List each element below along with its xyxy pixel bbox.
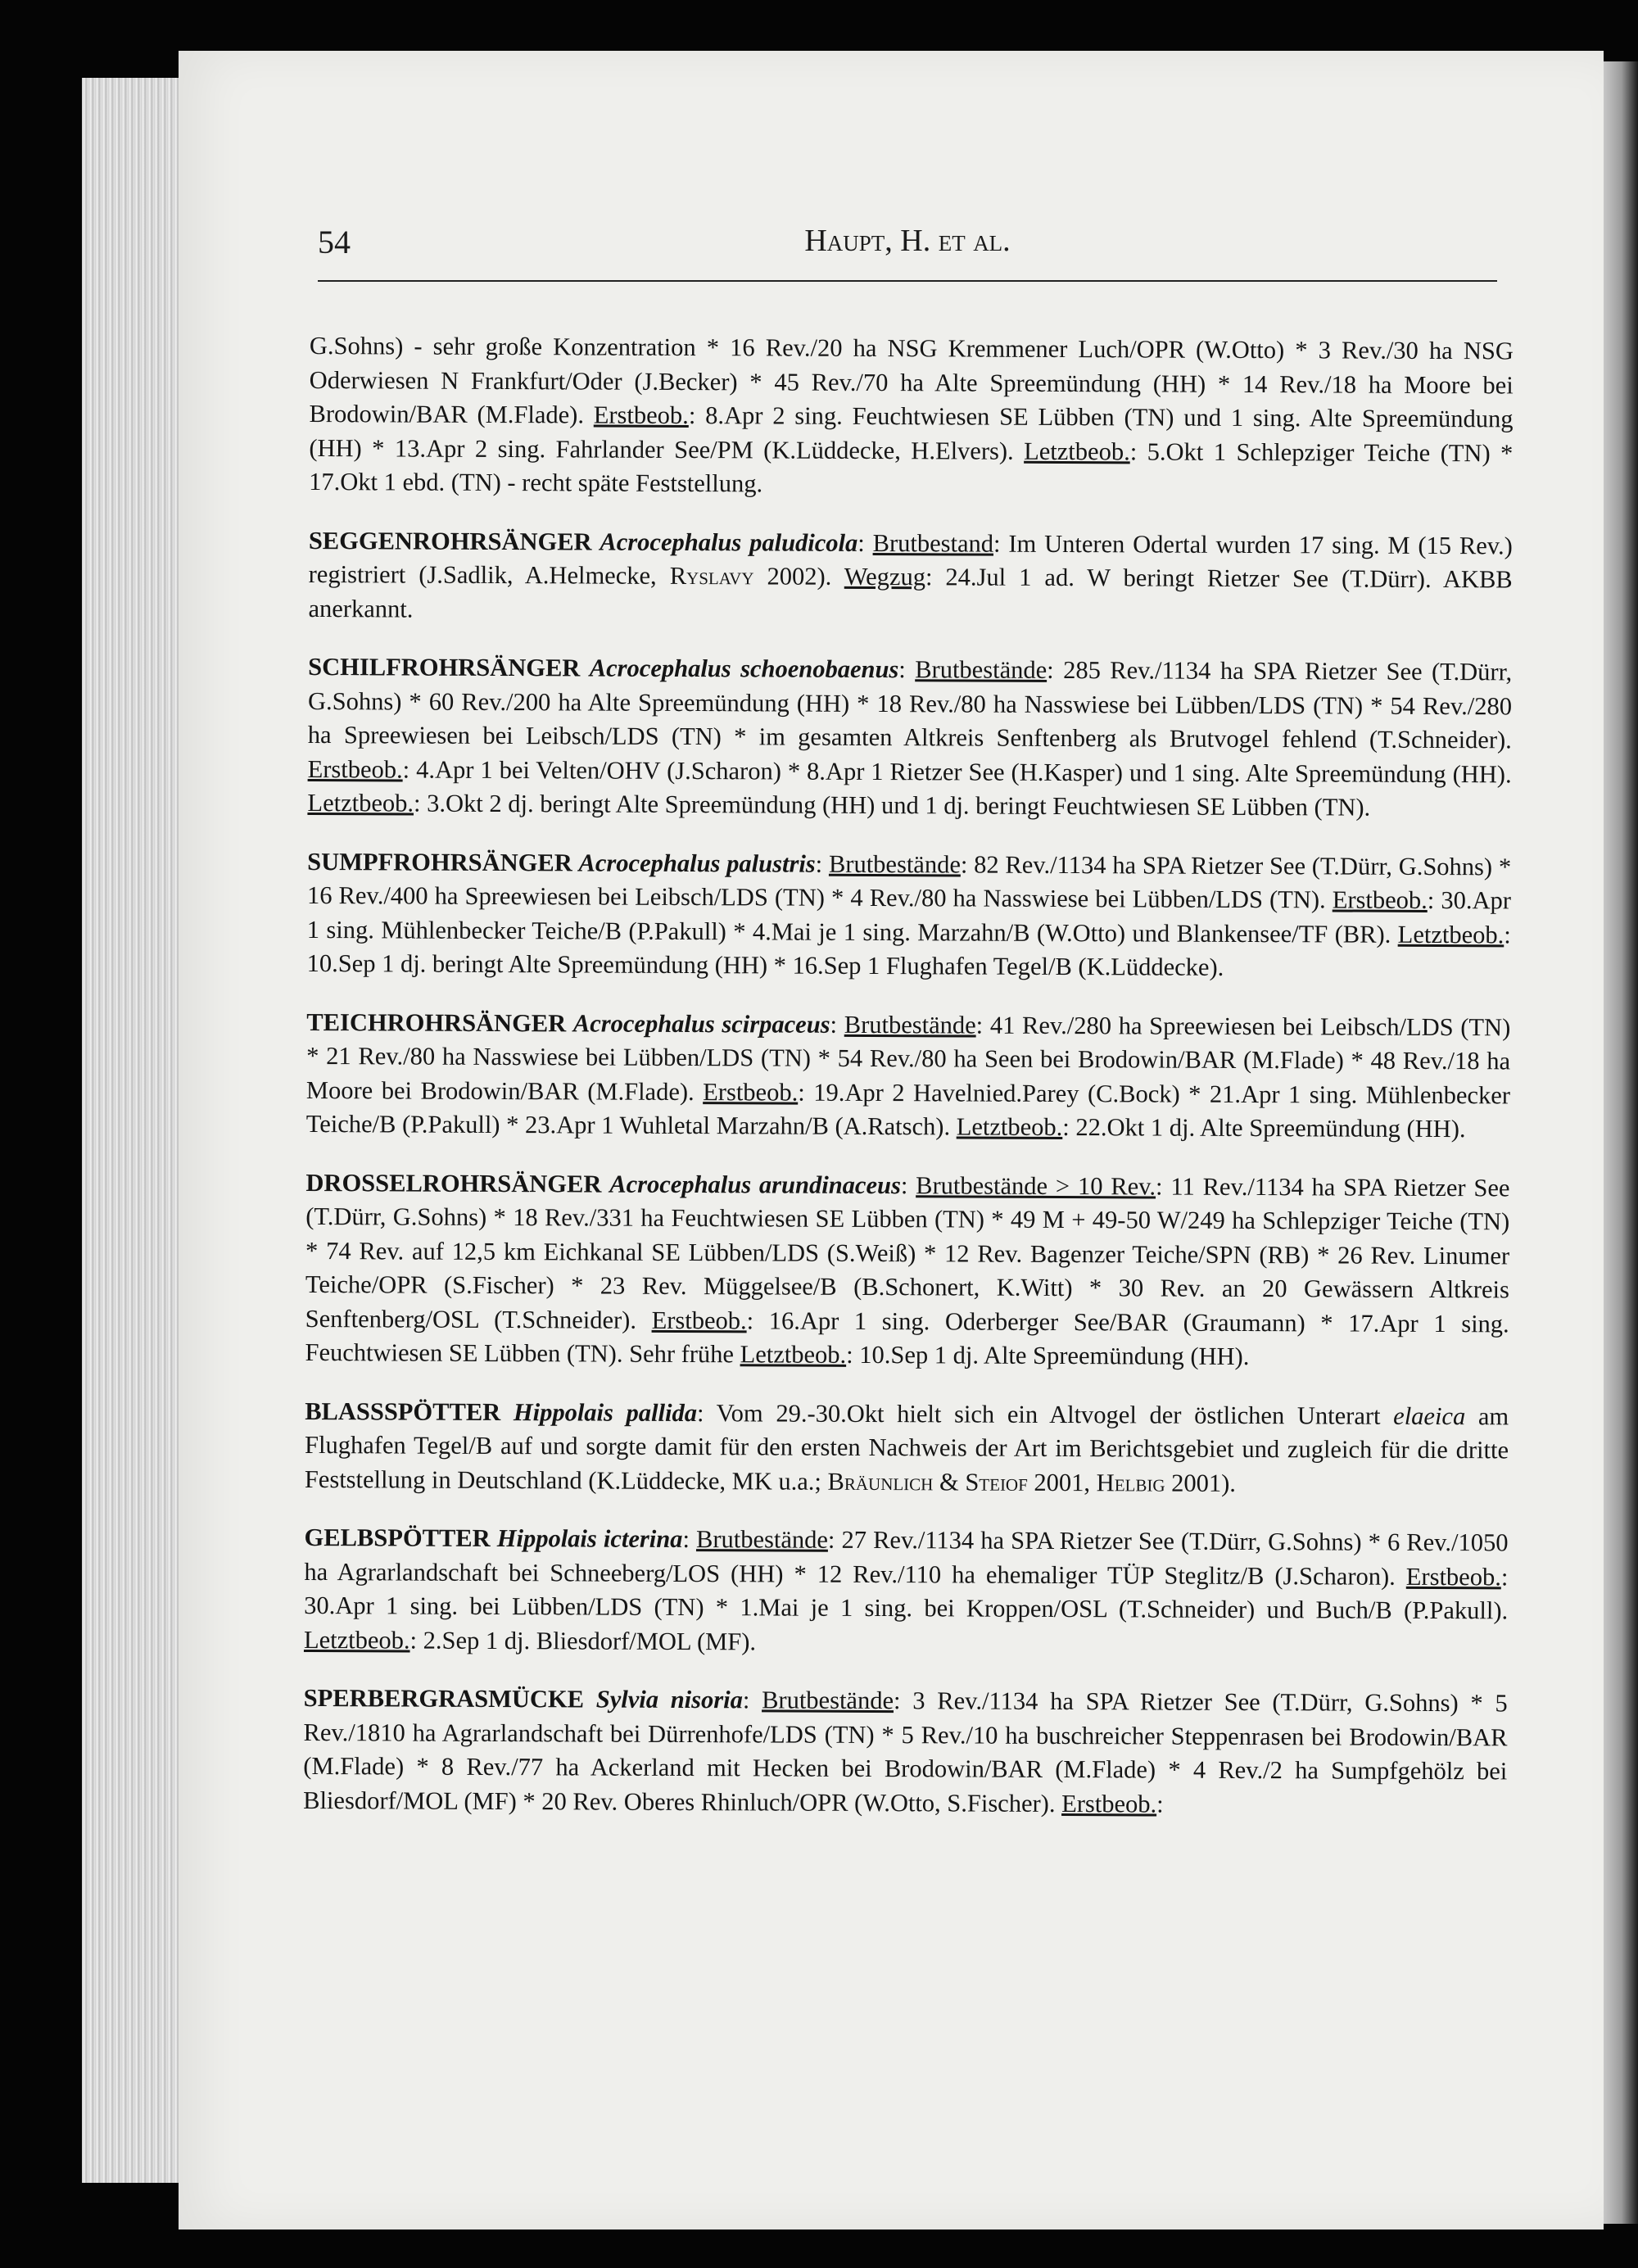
last-observation-label: Letztbeob. — [307, 788, 414, 817]
entry-teichrohrsaenger — [306, 1005, 1511, 1146]
entry-text: : — [815, 849, 830, 878]
species-name: SPERBERGRASMÜCKE — [303, 1683, 585, 1713]
entry-text: : 10.Sep 1 dj. beringt Alte Spreemündung (HH) * 16.Sep 1 Flughafen Tegel/B (K.Lüddecke). — [306, 920, 1511, 981]
entry-blassspoetter — [305, 1394, 1509, 1501]
entry-text: : 27 Rev./1134 ha SPA Rietzer See (T.Dürr, G.Sohns) * 6 Rev./1050 ha Agrarlandschaft bei Schneeberg/LOS (HH) * 12 Rev./110 ha ehemaliger TÜP Steglitz/B (J.Scharon). — [304, 1525, 1509, 1591]
entry-drosselrohrsaenger — [305, 1166, 1509, 1374]
entry-text: : 10.Sep 1 dj. Alte Spreemündung (HH). — [846, 1340, 1250, 1371]
entry-text: : 11 Rev./1134 ha SPA Rietzer See (T.Dürr, G.Sohns) * 18 Rev./331 ha Feuchtwiesen SE Lübben (TN) * 49 M + 49-50 W/249 ha Schlepziger Teiche (TN) * 74 Rev. auf 12,5 km Eichkanal SE Lübben/LDS (S.Weiß) * 12 Rev. Bagenzer Teiche/SPN (RB) * 26 Rev. Linumer Teiche/OPR (S.Fischer) * 23 Rev. Müggelsee/B (B.Schonert, K.Witt) * 30 Rev. an 20 Gewässern Altkreis Senftenberg/OSL (T.Schneider). — [305, 1172, 1510, 1334]
citation-author: Ryslavy — [669, 561, 754, 591]
species-name: SUMPFROHRSÄNGER — [307, 847, 572, 876]
subspecies-name: elaeica — [1393, 1401, 1466, 1430]
entry-text: : 82 Rev./1134 ha SPA Rietzer See (T.Dürr, G.Sohns) * 16 Rev./400 ha Spreewiesen bei Leibsch/LDS (TN) * 4 Rev./80 ha Nasswiese bei Lübben/LDS (TN). — [306, 849, 1512, 914]
entry-text: : 2.Sep 1 dj. Bliesdorf/MOL (MF). — [410, 1626, 757, 1655]
entry-text: : 3.Okt 2 dj. beringt Alte Spreemündung (HH) und 1 dj. beringt Feuchtwiesen SE Lübben (TN). — [413, 789, 1371, 822]
species-name: TEICHROHRSÄNGER — [306, 1007, 567, 1037]
species-name: BLASSSPÖTTER — [305, 1397, 501, 1426]
entry-text: G.Sohns) - sehr große Konzentration * 16 Rev./20 ha NSG Kremmener Luch/OPR (W.Otto) * 3 Rev./30 ha NSG Oderwiesen N Frankfurt/Oder (J.Becker) * 45 Rev./70 ha Alte Spreemündung (HH) * 14 Rev./18 ha Moore bei Brodowin/BAR (M.Flade). — [309, 331, 1514, 429]
entry-text: : 5.Okt 1 Schlepziger Teiche (TN) * 17.Okt 1 ebd. (TN) - recht späte Feststellung. — [309, 437, 1514, 498]
breeding-label: Brutbestände > 10 Rev. — [916, 1170, 1156, 1201]
running-title: Haupt, H. et al. — [804, 224, 1011, 258]
entry-text: 2001). — [1165, 1469, 1237, 1497]
entry-text: : — [900, 1170, 916, 1199]
entry-text: : — [857, 528, 873, 557]
entry-text: Vom 29.-30.Okt hielt sich ein Altvogel der östlichen Unterart — [716, 1398, 1394, 1430]
entry-text: : — [742, 1686, 762, 1714]
entry-text: : 24.Jul 1 ad. W beringt Rietzer See (T.Dürr). AKBB anerkannt. — [308, 563, 1513, 623]
first-observation-label: Erstbeob. — [307, 754, 403, 784]
page-content — [303, 329, 1514, 1847]
entry-text: : — [696, 1398, 717, 1427]
citation-author: Helbig — [1096, 1468, 1165, 1497]
entry-text: : 30.Apr 1 sing. bei Lübben/LDS (TN) * 1.Mai je 1 sing. bei Kroppen/OSL (T.Schneider) und Buch/B (P.Pakull). — [304, 1562, 1509, 1625]
species-name: SEGGENROHRSÄNGER — [308, 526, 592, 556]
scientific-name: Acrocephalus scirpaceus — [572, 1008, 830, 1039]
breeding-label: Brutbestände — [915, 655, 1048, 684]
book-page — [179, 51, 1604, 2230]
breeding-label: Brutbestände — [762, 1686, 894, 1715]
first-observation-label: Erstbeob. — [593, 401, 689, 430]
last-observation-label: Letztbeob. — [303, 1625, 410, 1655]
last-observation-label: Letztbeob. — [1024, 437, 1130, 465]
entry-schilfrohrsaenger — [307, 650, 1512, 826]
first-observation-label: Erstbeob. — [651, 1306, 747, 1334]
entry-text: : 41 Rev./280 ha Spreewiesen bei Leibsch/LDS (TN) * 21 Rev./80 ha Nasswiese bei Lübben/LDS (TN) * 54 Rev./80 ha Seen bei Brodowin/BAR (M.Flade) * 48 Rev./18 ha Moore bei Brodowin/BAR (M.Flade). — [305, 1011, 1511, 1106]
page-number: 54 — [318, 224, 351, 260]
entry-text: : 16.Apr 1 sing. Oderberger See/BAR (Graumann) * 17.Apr 1 sing. Feuchtwiesen SE Lübben (TN). Sehr frühe — [305, 1306, 1509, 1369]
species-name: GELBSPÖTTER — [304, 1523, 491, 1552]
last-observation-label: Letztbeob. — [1397, 920, 1505, 948]
migration-label: Wegzug — [844, 562, 926, 591]
entry-text: : 19.Apr 2 Havelnied.Parey (C.Bock) * 21.Apr 1 sing. Mühlenbecker Teiche/B (P.Pakull) * 23.Apr 1 Wuhletal Marzahn/B (A.Ratsch). — [305, 1078, 1511, 1141]
entry-text: : 4.Apr 1 bei Velten/OHV (J.Scharon) * 8.Apr 1 Rietzer See (H.Kasper) und 1 sing. Alte Spreemündung (HH). — [402, 755, 1512, 788]
scientific-name: Hippolais icterina — [496, 1524, 683, 1554]
scientific-name: Acrocephalus paludicola — [600, 527, 858, 557]
breeding-label: Brutbestände — [844, 1010, 976, 1039]
entry-gelbspoetter — [304, 1521, 1509, 1662]
species-name: DROSSELROHRSÄNGER — [305, 1168, 602, 1198]
entry-sumpfrohrsaenger — [307, 844, 1512, 985]
entry-text: : — [898, 655, 916, 684]
entry-text: : — [1156, 1790, 1164, 1818]
entry-sperbergrasmuecke — [303, 1682, 1508, 1822]
first-observation-label: Erstbeob. — [703, 1077, 799, 1107]
first-observation-label: Erstbeob. — [1405, 1562, 1501, 1591]
entry-text: : 22.Okt 1 dj. Alte Spreemündung (HH). — [1062, 1113, 1466, 1143]
species-name: SCHILFROHRSÄNGER — [308, 652, 581, 682]
entry-text: : 30.Apr 1 sing. Mühlenbecker Teiche/B (P.Pakull) * 4.Mai je 1 sing. Marzahn/B (W.Otto) und Blankensee/TF (BR). — [306, 885, 1512, 948]
entry-text: : 8.Apr 2 sing. Feuchtwiesen SE Lübben (TN) und 1 sing. Alte Spreemündung (HH) * 13.Apr 2 sing. Fahrlander See/PM (K.Lüddecke, H.Elvers). — [309, 401, 1514, 465]
entry-text: : Im Unteren Odertal wurden 17 sing. M (15 Rev.) registriert (J.Sadlik, A.Helmecke, — [308, 529, 1513, 590]
citation-author: Bräunlich & Steiof — [827, 1467, 1028, 1496]
scientific-name: Sylvia nisoria — [595, 1685, 743, 1714]
entry-text: 2001, — [1027, 1468, 1097, 1496]
last-observation-label: Letztbeob. — [740, 1340, 847, 1369]
entry-text: : — [830, 1010, 844, 1039]
entry-text: : 3 Rev./1134 ha SPA Rietzer See (T.Dürr, G.Sohns) * 5 Rev./1810 ha Agrarlandschaft bei Dürrenhofe/LDS (TN) * 5 Rev./10 ha buschreicher Steppenrasen bei Brodowin/BAR (M.Flade) * 8 Rev./77 ha Ackerland mit Hecken bei Brodowin/BAR (M.Flade) * 4 Rev./2 ha Sumpfgehölz bei Bliesdorf/MOL (MF) * 20 Rev. Oberes Rhinluch/OPR (W.Otto, S.Fischer). — [303, 1686, 1508, 1818]
breeding-label: Brutbestände — [828, 849, 961, 878]
entry-seggenrohrsaenger — [308, 523, 1513, 631]
entry-text: : 285 Rev./1134 ha SPA Rietzer See (T.Dürr, G.Sohns) * 60 Rev./200 ha Alte Spreemündung (HH) * 18 Rev./80 ha Nasswiese bei Lübben/LDS (TN) * 54 Rev./280 ha Spreewiesen bei Leibsch/LDS (TN) * im gesamten Altkreis Senftenberg als Brutvogel fehlend (T.Schneider). — [307, 655, 1513, 754]
first-observation-label: Erstbeob. — [1061, 1789, 1157, 1818]
page-stack-edge — [82, 78, 188, 2183]
scientific-name: Hippolais pallida — [513, 1397, 698, 1427]
entry-text: am Flughafen Tegel/B auf und sorgte damit für den ersten Nachweis der Art im Berichtsgebiet und zugleich für die dritte Feststellung in Deutschland (K.Lüddecke, MK u.a.; — [304, 1401, 1509, 1496]
scientific-name: Acrocephalus palustris — [578, 848, 816, 878]
entry-continuation — [309, 329, 1514, 505]
breeding-label: Brutbestände — [695, 1525, 829, 1554]
breeding-label: Brutbestand — [872, 528, 994, 558]
first-observation-label: Erstbeob. — [1332, 885, 1428, 914]
entry-text: : — [682, 1525, 697, 1554]
entry-text: 2002). — [753, 562, 844, 591]
page-header — [318, 223, 1497, 282]
last-observation-label: Letztbeob. — [956, 1112, 1063, 1142]
scientific-name: Acrocephalus arundinaceus — [609, 1170, 901, 1199]
scientific-name: Acrocephalus schoenobaenus — [589, 654, 899, 684]
